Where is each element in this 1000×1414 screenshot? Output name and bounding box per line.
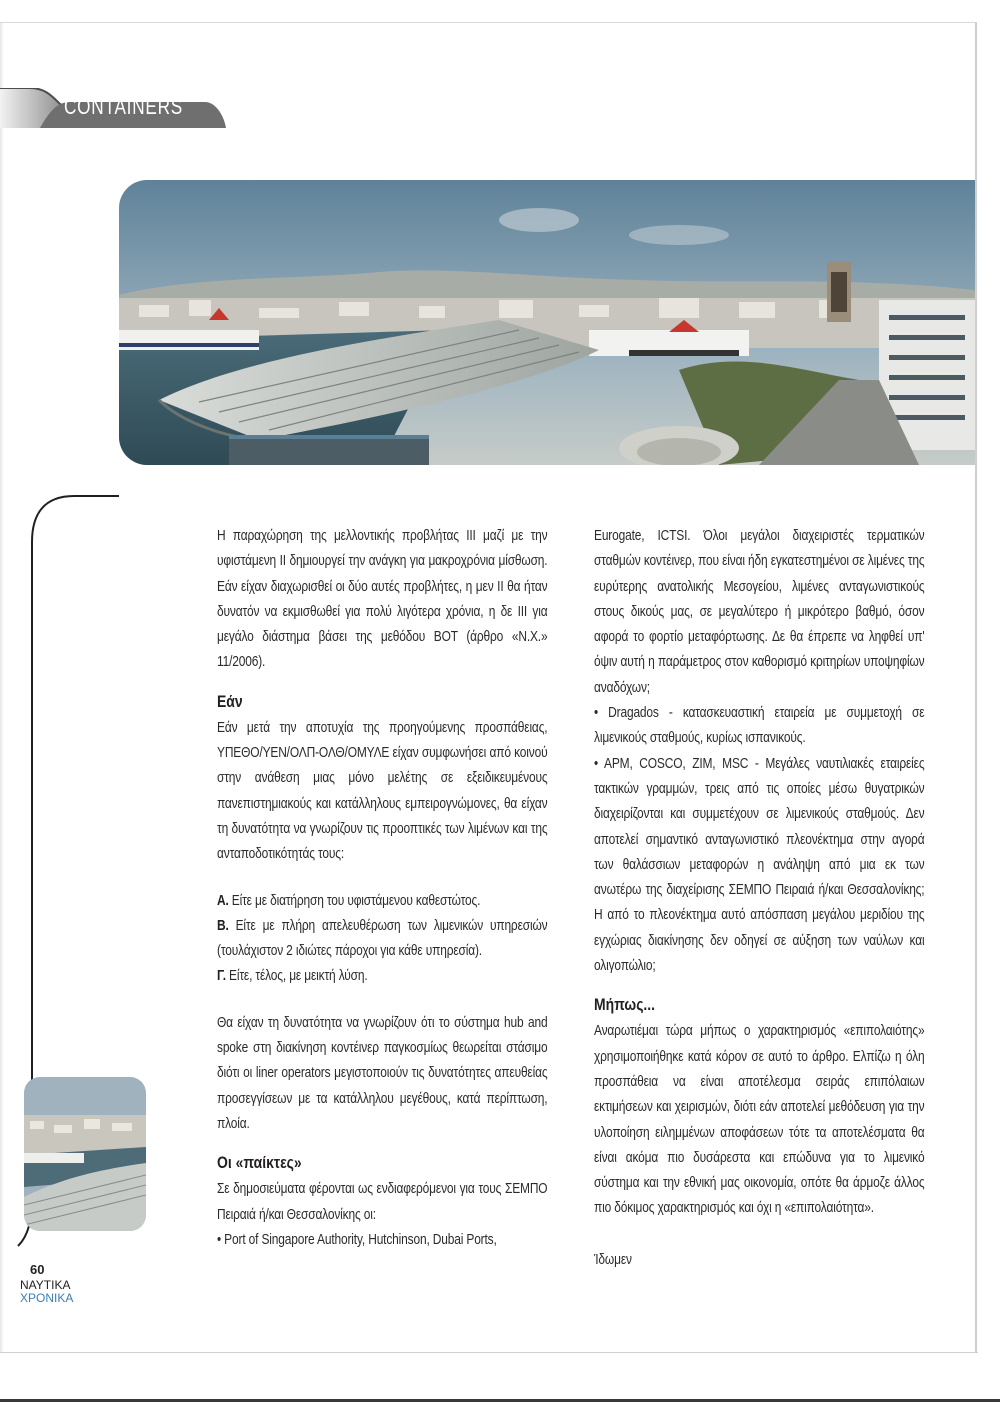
paragraph-eurogate: Eurogate, ICTSI. Όλοι μεγάλοι διαχειριστές τερματικών σταθμών κοντέινερ, που είναι ήδη εγκατεστημένοι σε λιμένες της ευρύτερης ανατολικής Μεσογείου, λιμένες ανταγωνιστικούς στους δικούς μας, σε μεγαλύτερο ή μικρότερο βαθμό, όσον αφορά το φορτίο μεταφόρτωσης. Δε θα έπρεπε να ληφθεί υπ' όψιν αυτή η παράμετρος στον καθορισμό κριτηρίων υποψηφίων αναδόχων; — [594, 528, 925, 696]
signoff: Ίδωμεν — [594, 1251, 632, 1268]
option-text: Είτε με πλήρη απελευθέρωση των λιμενικών υπηρεσιών (τουλάχιστον 2 ιδιώτες πάροχοι για κάθε υπηρεσία). — [217, 917, 548, 960]
magazine-name-line1: ΝΑΥΤΙΚΑ — [20, 1278, 71, 1292]
paragraph-hub-spoke: Θα είχαν τη δυνατότητα να γνωρίζουν ότι το σύστημα hub and spoke στη διακίνηση κοντέινερ παγκοσμίως θεωρείται στάσιμο διότι οι liner operators μεγιστοποιούν τις δυνατότητες απευθείας προσεγγίσεων με τα κατάλληλου μεγέθους, κατά περίπτωση, πλοία. — [217, 1014, 548, 1132]
heading-ean: Εάν — [217, 691, 243, 711]
heading-mipos: Μήπως... — [594, 995, 656, 1015]
option-text: Είτε, τέλος, με μεικτή λύση. — [229, 968, 368, 985]
page-edge-top — [0, 22, 975, 23]
paragraph-mipos: Αναρωτιέμαι τώρα μήπως ο χαρακτηρισμός «επιπολαιότης» χρησιμοποιήθηκε κατά κόρον σε αυτό το άρθρο. Ελπίζω η όλη προσπάθεια να είναι αποτέλεσμα σειράς επιπόλαιων εκτιμήσεων και χειρισμών, διότι εάν αποτελεί μεθόδευση για την υλοποίηση ειλημμένων αποφάσεων τότε τα αποτελέσματα θα είναι ακόμα πιο δυσάρεστα και επώδυνα για το λιμενικό σύστημα και την εθνική μας οικονομία, οπότε θα άρμοζε άλλος πιο δόκιμος χαρακτηρισμός και όχι η «επιπολαιότητα». — [594, 1023, 925, 1217]
port-thumbnail-icon — [24, 1077, 146, 1231]
magazine-name-line2: ΧΡΟΝΙΚΑ — [20, 1291, 74, 1305]
option-letter: Α. — [217, 892, 229, 909]
page-fold-shadow — [0, 22, 4, 1352]
article-column-right — [594, 524, 924, 1273]
option-text: Είτε με διατήρηση του υφιστάμενου καθεστώτος. — [231, 892, 481, 909]
page-number: 60 — [30, 1262, 45, 1277]
option-c — [217, 964, 547, 989]
section-title: CONTAINERS — [64, 94, 184, 119]
hero-photo — [119, 180, 975, 465]
option-letter: Γ. — [217, 968, 226, 985]
option-b — [217, 914, 547, 965]
page-edge-bottom — [0, 1352, 978, 1353]
option-a — [217, 889, 547, 914]
scanner-bottom-bar — [0, 1395, 1000, 1414]
port-photo-icon — [119, 180, 975, 465]
thumbnail-photo — [24, 1077, 146, 1231]
magazine-name — [20, 1278, 74, 1305]
bullet-apm: • APM, COSCO, ZIM, MSC - Μεγάλες ναυτιλιακές εταιρείες τακτικών γραμμών, τρεις από τις οποίες μέσω θυγατρικών διαχειρίζονται και συμμετέχουν σε λιμενικούς σταθμούς. Δεν αποτελεί σημαντικό ανταγωνιστικό πλεονέκτημα στην αγορά των θαλάσσιων μεταφορών η ανάληψη από μια εκ των ανωτέρω της διαχείρισης ΣΕΜΠΟ Πειραιά ή/και Θεσσαλονίκης; Η από το πλεονέκτημα αυτό απόσπαση μεγάλου μεριδίου της εγχώριας διακίνησης δεν οδηγεί σε αύξηση των ναύλων και ολιγοπώλιο; — [594, 755, 925, 975]
intro-paragraph: Η παραχώρηση της μελλοντικής προβλήτας ΙΙΙ μαζί με την υφιστάμενη ΙΙ δημιουργεί την ανάγκη για μακροχρόνια μίσθωση. Εάν είχαν διαχωρισθεί οι δύο αυτές προβλήτες, η μεν ΙΙ θα ήταν δυνατόν να εκμισθωθεί για πολύ λιγότερα χρόνια, η δε ΙΙΙ για μεγάλο διάστημα βάσει της μεθόδου ΒΟΤ (άρθρο «Ν.Χ.» 11/2006). — [217, 528, 548, 671]
page-edge-right — [975, 22, 977, 1352]
heading-players: Οι «παίκτες» — [217, 1153, 302, 1173]
paragraph-players: Σε δημοσιεύματα φέρονται ως ενδιαφερόμενοι για τους ΣΕΜΠΟ Πειραιά ή/και Θεσσαλονίκης οι: — [217, 1181, 548, 1223]
section-header — [0, 88, 230, 128]
article-column-left — [217, 524, 547, 1253]
option-letter: Β. — [217, 917, 229, 934]
bullet-port-singapore: • Port of Singapore Authority, Hutchinson, Dubai Ports, — [217, 1231, 497, 1248]
paragraph-ean: Εάν μετά την αποτυχία της προηγούμενης προσπάθειας, ΥΠΕΘΟ/ΥΕΝ/ΟΛΠ-ΟΛΘ/ΟΜΥΛΕ είχαν συμφωνήσει από κοινού στην ανάθεση μιας μόνο μελέτης σε εξειδικευμένους πανεπιστημιακούς και κατάλληλους εμπειρογνώμονες, θα είχαν τη δυνατότητα να γνωρίζουν τις προοπτικές των λιμένων και της ανταποδοτικότητάς τους: — [217, 719, 548, 863]
bullet-dragados: • Dragados - κατασκευαστική εταιρεία με συμμετοχή σε λιμενικούς σταθμούς, κυρίως ισπανικούς. — [594, 705, 925, 747]
